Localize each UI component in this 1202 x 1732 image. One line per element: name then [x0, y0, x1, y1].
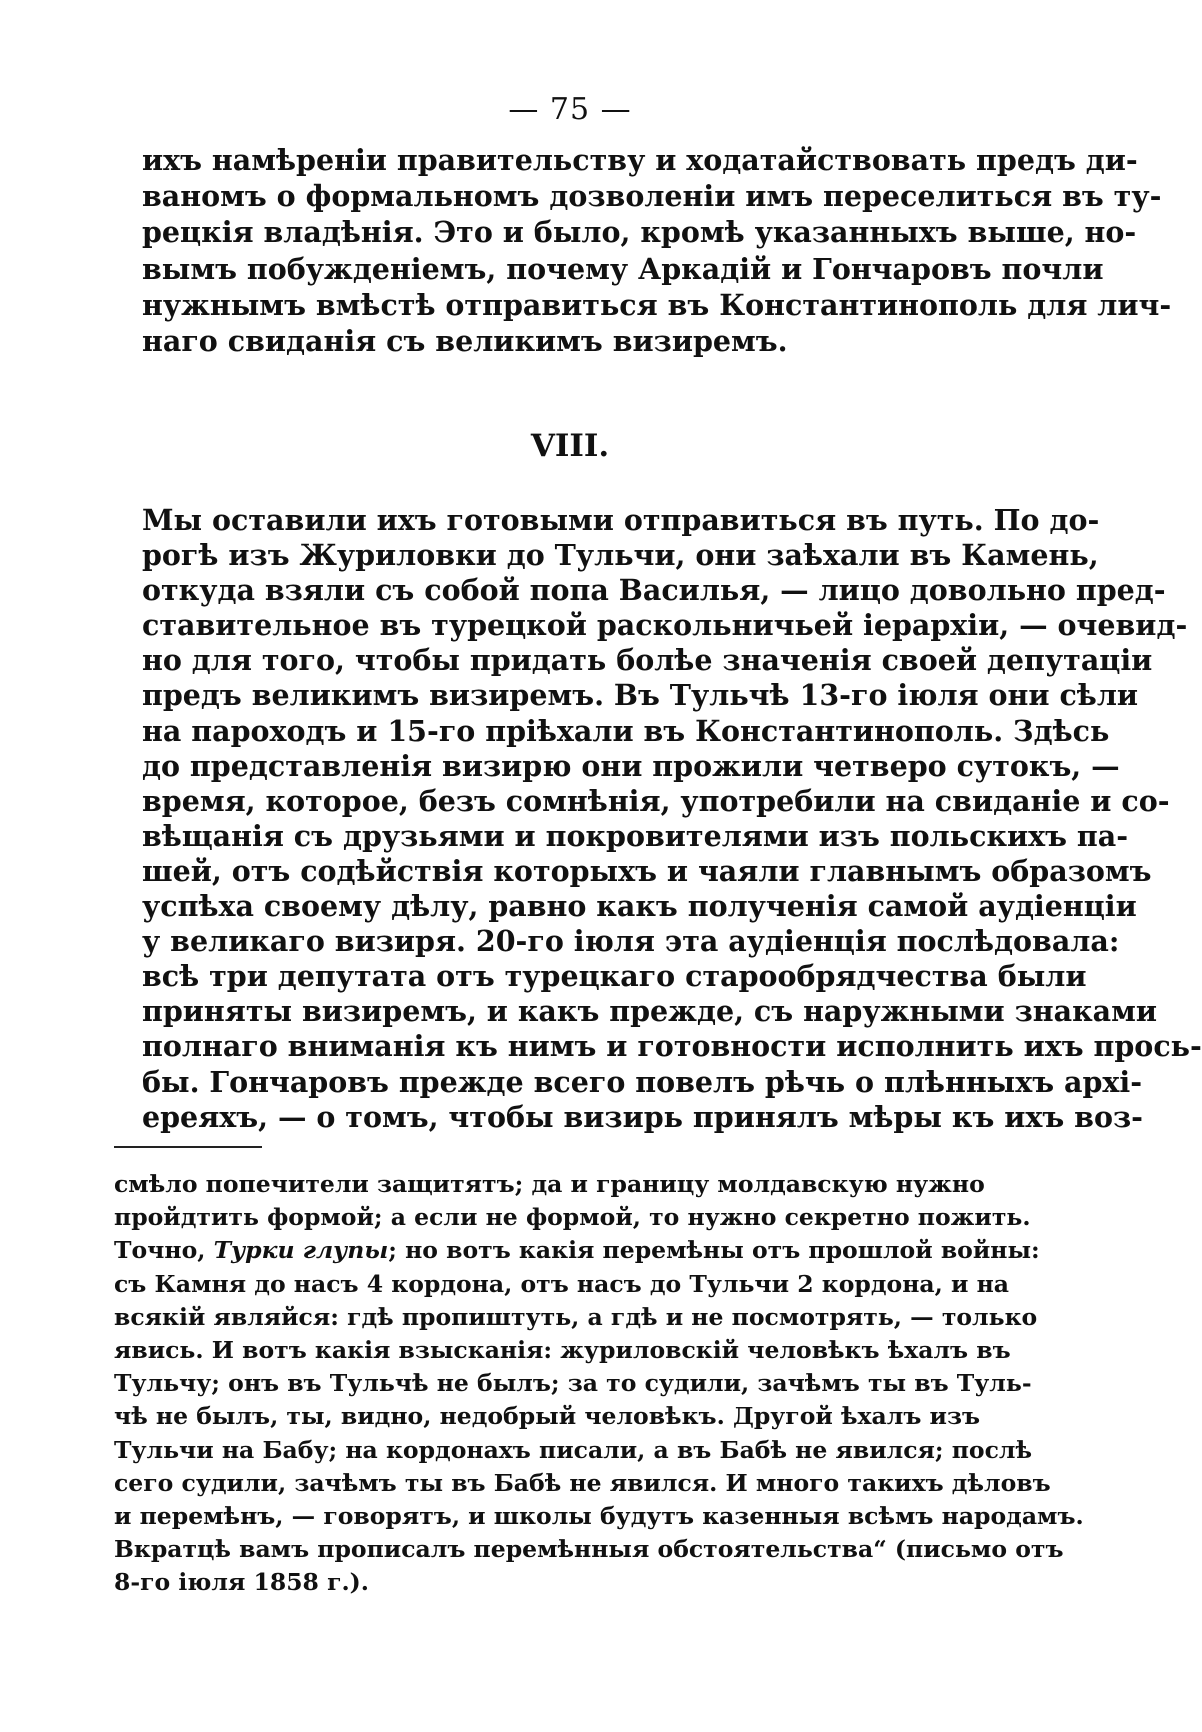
text-line: вѣщанія съ друзьями и покровителями изъ польскихъ па-	[142, 818, 1129, 853]
text-line: наго свиданія съ великимъ визиремъ.	[142, 324, 788, 359]
text-line: вымъ побужденіемъ, почему Аркадій и Гончаровъ почли	[142, 251, 1104, 286]
text-line: время, которое, безъ сомнѣнія, употребили на свиданіе и со-	[142, 783, 1170, 818]
footnote-line: и перемѣнъ, — говорятъ, и школы будутъ казенныя всѣмъ народамъ.	[114, 1502, 1084, 1531]
footnote-line: пройдтить формой; а если не формой, то нужно секретно пожить.	[114, 1203, 1031, 1232]
footnote-line: съ Камня до насъ 4 кордона, отъ насъ до Тульчи 2 кордона, и на	[114, 1269, 1010, 1298]
footnote-line: Тульчи на Бабу; на кордонахъ писали, а въ Бабѣ не явился; послѣ	[114, 1435, 1033, 1464]
footnote-line: Вкратцѣ вамъ прописалъ перемѣнныя обстоятельства“ (письмо отъ	[114, 1535, 1064, 1564]
text-line: предъ великимъ визиремъ. Въ Тульчѣ 13-го іюля они сѣли	[142, 678, 1139, 713]
text-line: откуда взяли съ собой попа Василья, — лицо довольно пред-	[142, 573, 1166, 608]
top-paragraph	[142, 142, 1172, 359]
footnote-line: явись. И вотъ какія взысканія: журиловскій человѣкъ ѣхалъ въ	[114, 1336, 1011, 1365]
footnote-line: 8-го іюля 1858 г.).	[114, 1568, 369, 1597]
text-line: рогѣ изъ Журиловки до Тульчи, они заѣхали въ Камень,	[142, 538, 1099, 573]
text-line: ихъ намѣреніи правительству и ходатайствовать предъ ди-	[142, 143, 1138, 177]
text-line: всѣ три депутата отъ турецкаго старообрядчества были	[142, 959, 1087, 994]
text-line: ереяхъ, — о томъ, чтобы визирь принялъ мѣры къ ихъ воз-	[142, 1099, 1143, 1134]
page-number: — 75 —	[508, 92, 632, 127]
text-line: но для того, чтобы придать болѣе значенія своей депутаціи	[142, 643, 1153, 678]
text-line: у великаго визиря. 20-го іюля эта аудіенція послѣдовала:	[142, 924, 1120, 959]
text-line: Мы оставили ихъ готовыми отправиться въ путь. По до-	[142, 503, 1100, 537]
footnote-line: сего судили, зачѣмъ ты въ Бабѣ не явился. И много такихъ дѣловъ	[114, 1468, 1051, 1497]
footnote-line: смѣло попечители защитятъ; да и границу молдавскую нужно	[114, 1170, 985, 1198]
text-line: ставительное въ турецкой раскольничьей іерархіи, — очевид-	[142, 608, 1188, 643]
text-line: бы. Гончаровъ прежде всего повелъ рѣчь о плѣнныхъ архі-	[142, 1064, 1143, 1099]
footnote-line: Тульчу; онъ въ Тульчѣ не былъ; за то судили, зачѣмъ ты въ Туль-	[114, 1369, 1032, 1398]
body-paragraph	[142, 503, 1202, 1135]
text-line: на пароходъ и 15-го пріѣхали въ Константинополь. Здѣсь	[142, 713, 1110, 748]
footnote-line: Точно, Турки глупы; но вотъ какія перемѣны отъ прошлой войны:	[114, 1236, 1040, 1265]
footnote-line: чѣ не былъ, ты, видно, недобрый человѣкъ. Другой ѣхалъ изъ	[114, 1402, 980, 1431]
text-line: ваномъ о формальномъ дозволеніи имъ переселиться въ ту-	[142, 179, 1162, 214]
emphasized-phrase: Турки глупы	[213, 1236, 389, 1265]
text-line: нужнымъ вмѣстѣ отправиться въ Константинополь для лич-	[142, 287, 1172, 322]
footnote-line: всякій являйся: гдѣ пропиштуть, а гдѣ и не посмотрять, — только	[114, 1302, 1038, 1331]
footnote	[114, 1168, 1084, 1600]
footnote-divider	[114, 1146, 262, 1148]
text-line: рецкія владѣнія. Это и было, кромѣ указанныхъ выше, но-	[142, 215, 1137, 250]
text-line: полнаго вниманія къ нимъ и готовности исполнить ихъ прось-	[142, 1029, 1202, 1064]
section-heading: VIII.	[530, 428, 610, 464]
text-line: успѣха своему дѣлу, равно какъ полученія самой аудіенціи	[142, 889, 1137, 924]
text-line: до представленія визирю они прожили четверо сутокъ, —	[142, 748, 1120, 783]
text-line: шей, отъ содѣйствія которыхъ и чаяли главнымъ образомъ	[142, 853, 1152, 888]
text-line: приняты визиремъ, и какъ прежде, съ наружными знаками	[142, 994, 1158, 1029]
